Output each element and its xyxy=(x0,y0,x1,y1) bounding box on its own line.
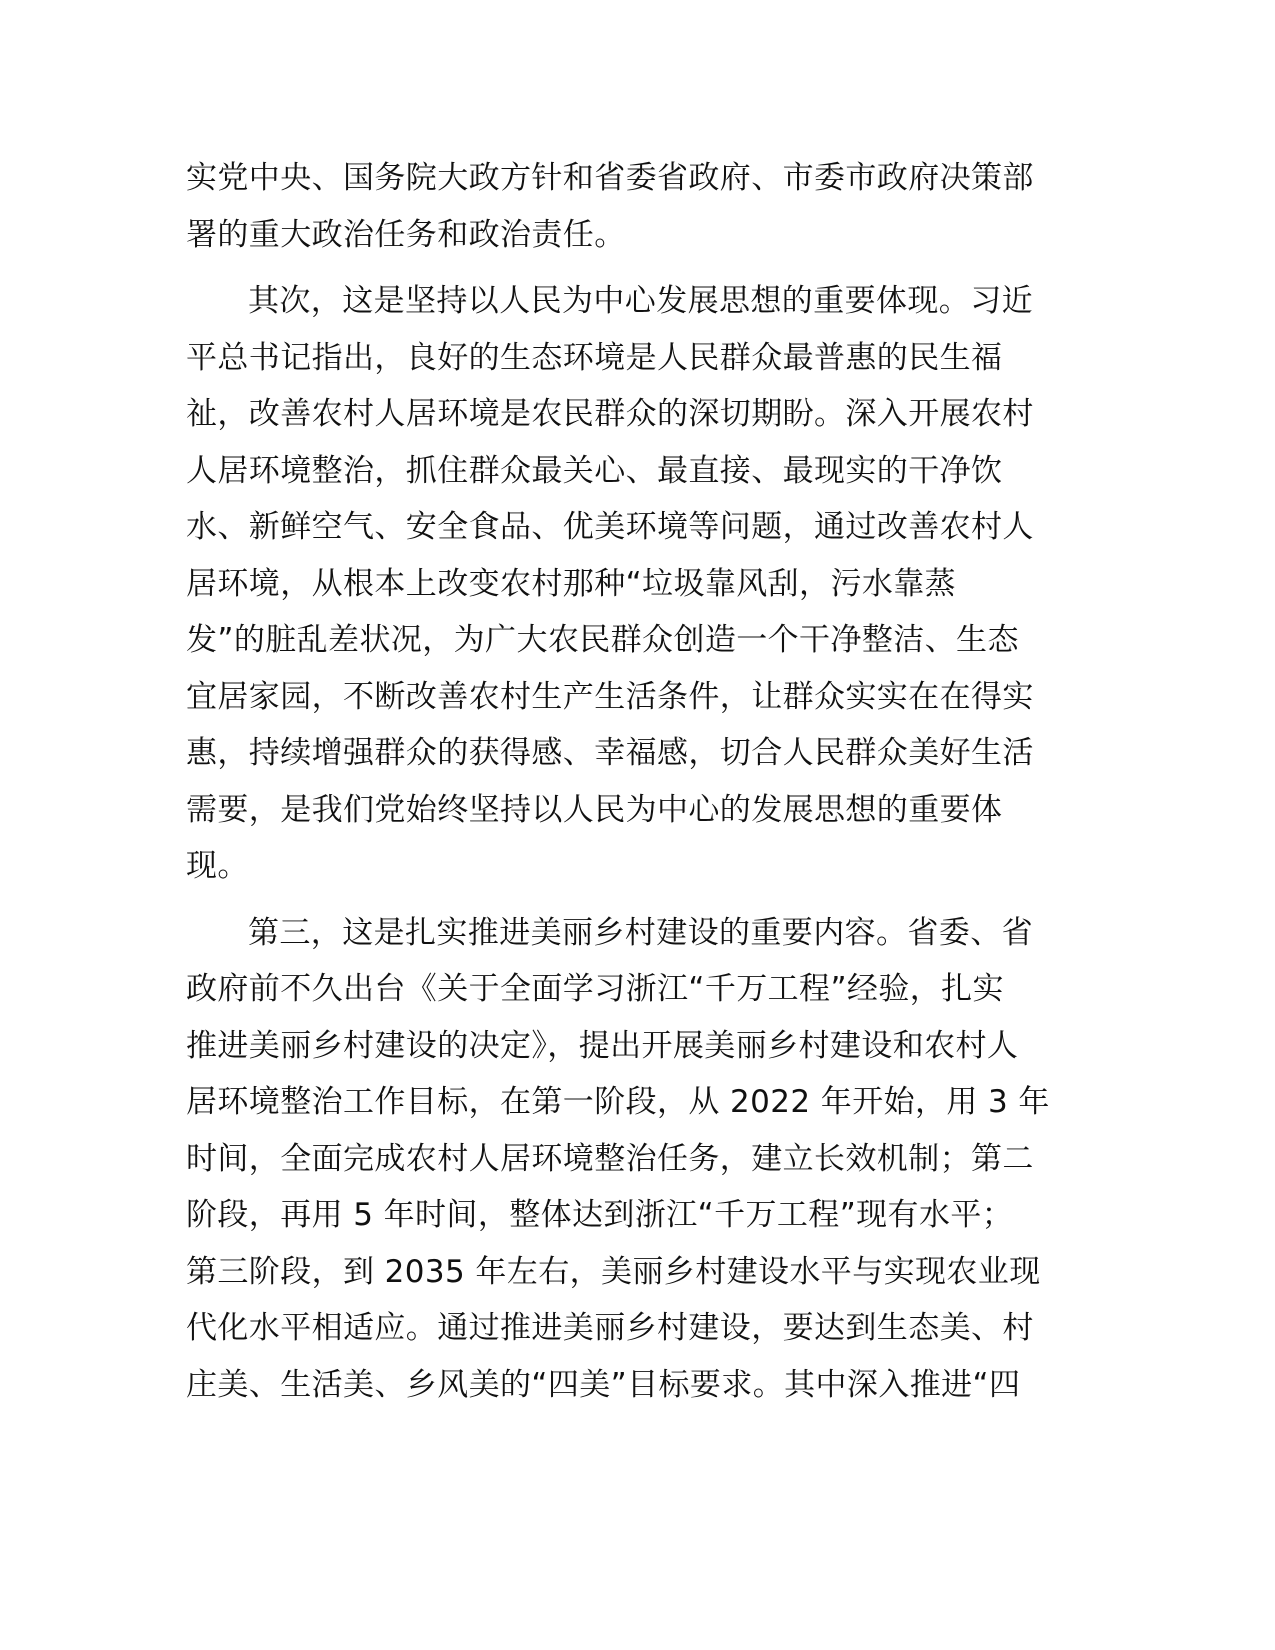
text-line: 政府前不久出台《关于全面学习浙江“千万工程”经验，扎实 xyxy=(186,971,1004,1007)
text-line: 庄美、生活美、乡风美的“四美”目标要求。其中深入推进“四 xyxy=(186,1366,1021,1403)
text-line: 署的重大政治任务和政治责任。 xyxy=(186,216,626,253)
text-line: 实党中央、国务院大政方针和省委省政府、市委市政府决策部 xyxy=(186,160,1034,196)
text-line: 宜居家园，不断改善农村生产生活条件，让群众实实在在得实 xyxy=(186,678,1034,715)
text-line: 祉，改善农村人居环境是农民群众的深切期盼。深入开展农村 xyxy=(186,396,1034,432)
text-line: 人居环境整治，抓住群众最关心、最直接、最现实的干净饮 xyxy=(186,452,1003,489)
text-line: 发”的脏乱差状况，为广大农民群众创造一个干净整洁、生态 xyxy=(186,622,1019,658)
text-line: 平总书记指出，良好的生态环境是人民群众最普惠的民生福 xyxy=(186,339,1003,376)
text-line: 惠，持续增强群众的获得感、幸福感，切合人民群众美好生活 xyxy=(186,735,1034,771)
text-line: 推进美丽乡村建设的决定》，提出开展美丽乡村建设和农村人 xyxy=(186,1027,1019,1064)
paragraph-2 xyxy=(186,273,1086,895)
paragraph-3 xyxy=(186,905,1086,1414)
paragraph-1 xyxy=(186,150,1086,263)
text-line: 代化水平相适应。通过推进美丽乡村建设，要达到生态美、村 xyxy=(186,1310,1034,1346)
text-line: 其次，这是坚持以人民为中心发展思想的重要体现。习近 xyxy=(248,283,1033,319)
text-line: 居环境整治工作目标，在第一阶段，从 2022 年开始，用 3 年 xyxy=(186,1084,1050,1120)
text-line: 第三，这是扎实推进美丽乡村建设的重要内容。省委、省 xyxy=(248,914,1033,951)
text-line: 阶段，再用 5 年时间，整体达到浙江“千万工程”现有水平； xyxy=(186,1197,1014,1233)
text-line: 现。 xyxy=(186,848,249,884)
text-line: 时间，全面完成农村人居环境整治任务，建立长效机制；第二 xyxy=(186,1140,1034,1177)
body-text xyxy=(186,150,1086,1413)
text-line: 第三阶段，到 2035 年左右，美丽乡村建设水平与实现农业现 xyxy=(186,1253,1041,1290)
text-line: 居环境，从根本上改变农村那种“垃圾靠风刮，污水靠蒸 xyxy=(186,565,957,602)
text-line: 水、新鲜空气、安全食品、优美环境等问题，通过改善农村人 xyxy=(186,509,1034,545)
text-line: 需要，是我们党始终坚持以人民为中心的发展思想的重要体 xyxy=(186,791,1003,828)
